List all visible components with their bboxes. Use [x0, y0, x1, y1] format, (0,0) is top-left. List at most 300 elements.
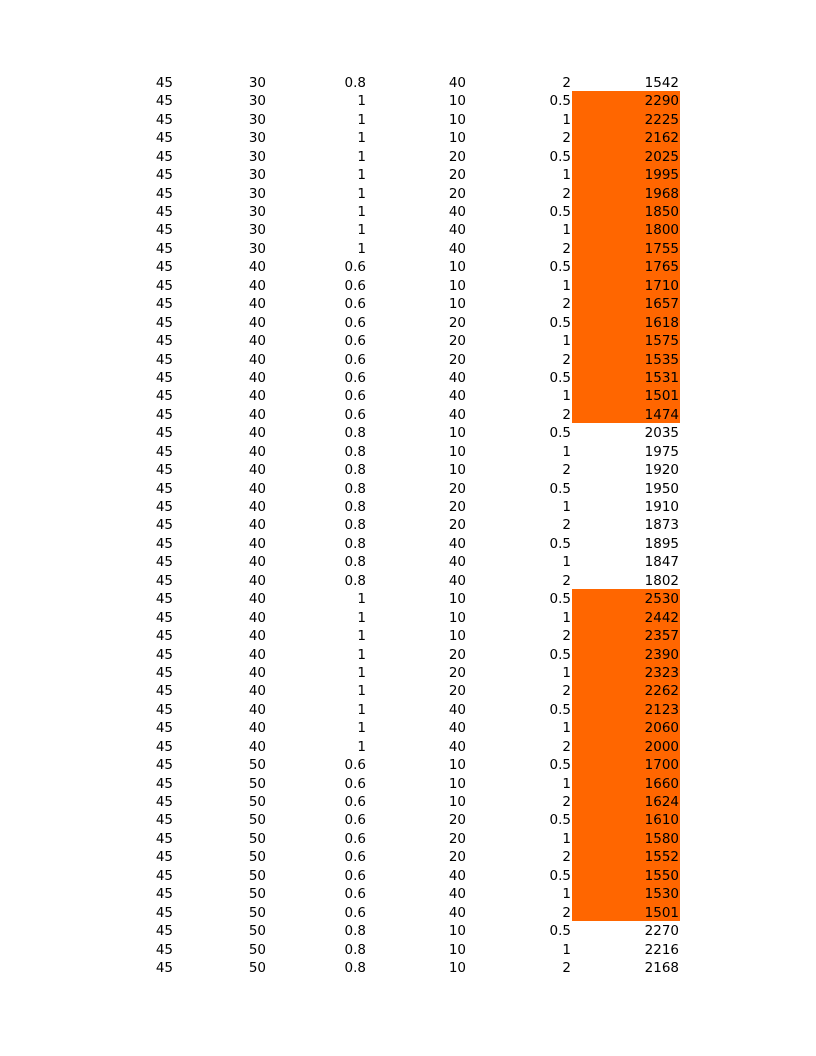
col-c-cell: 0.8: [344, 425, 366, 442]
col-e-cell: 0.5: [549, 591, 571, 608]
col-d-cell: 10: [448, 794, 466, 810]
col-a-cell: 45: [155, 591, 173, 608]
col-c-cell: 1: [357, 683, 366, 700]
col-c-cell: 0.6: [344, 351, 366, 368]
col-a-cell: 45: [155, 222, 173, 239]
result-cell: 1660: [572, 773, 680, 791]
table-row: [104, 312, 680, 330]
col-d-cell: 10: [448, 923, 466, 940]
col-c-cell: 1: [357, 93, 366, 110]
result-cell: 1802: [644, 572, 679, 589]
col-c-cell: 0.6: [344, 333, 366, 350]
col-d-cell: 10: [448, 609, 466, 626]
col-d-cell: 20: [448, 499, 466, 515]
col-d-cell: 20: [448, 830, 466, 847]
table-row: [104, 423, 680, 441]
table-row: [104, 202, 680, 220]
result-cell: 2168: [644, 959, 679, 976]
col-a-cell: 45: [155, 111, 173, 128]
col-d-cell: 40: [448, 535, 466, 552]
result-cell: 1501: [572, 386, 680, 404]
col-e-cell: 0.5: [549, 480, 571, 497]
col-c-cell: 0.8: [344, 554, 366, 571]
col-a-cell: 45: [155, 959, 173, 976]
table-row: [104, 865, 680, 883]
result-cell: 1610: [572, 810, 680, 828]
col-d-cell: 40: [448, 572, 466, 589]
result-cell: 1501: [572, 902, 680, 920]
col-d-cell: 40: [448, 222, 466, 239]
data-table-body: [104, 73, 680, 976]
col-a-cell: 45: [155, 941, 173, 958]
col-b-cell: 30: [248, 222, 266, 239]
col-b-cell: 40: [248, 609, 266, 626]
col-e-cell: 1: [562, 775, 571, 792]
table-row: [104, 165, 680, 183]
col-a-cell: 45: [155, 204, 173, 220]
col-a-cell: 45: [155, 517, 173, 534]
result-cell: 1624: [572, 792, 680, 810]
table-row: [104, 570, 680, 588]
col-e-cell: 1: [562, 830, 571, 847]
col-b-cell: 40: [248, 296, 266, 313]
col-a-cell: 45: [155, 572, 173, 589]
result-cell: 1575: [572, 331, 680, 349]
col-b-cell: 40: [248, 259, 266, 276]
col-a-cell: 45: [155, 664, 173, 681]
result-cell: 2323: [572, 663, 680, 681]
col-e-cell: 1: [562, 554, 571, 571]
col-a-cell: 45: [155, 609, 173, 626]
col-b-cell: 40: [248, 572, 266, 589]
table-row: [104, 958, 680, 976]
table-row: [104, 331, 680, 349]
result-cell: 1873: [644, 517, 679, 534]
col-e-cell: 1: [562, 941, 571, 958]
col-e-cell: 1: [562, 720, 571, 737]
col-e-cell: 0.5: [549, 93, 571, 110]
col-e-cell: 2: [562, 794, 571, 810]
col-c-cell: 0.6: [344, 849, 366, 866]
table-row: [104, 755, 680, 773]
col-b-cell: 30: [248, 240, 266, 257]
result-cell: 1847: [644, 554, 679, 571]
col-a-cell: 45: [155, 720, 173, 737]
col-d-cell: 40: [448, 886, 466, 903]
result-cell: 1474: [572, 404, 680, 422]
col-d-cell: 20: [448, 167, 466, 184]
col-d-cell: 40: [448, 867, 466, 884]
col-d-cell: 10: [448, 591, 466, 608]
col-a-cell: 45: [155, 425, 173, 442]
col-d-cell: 20: [448, 646, 466, 663]
col-c-cell: 1: [357, 204, 366, 220]
col-b-cell: 50: [248, 867, 266, 884]
result-cell: 1755: [572, 238, 680, 256]
col-b-cell: 30: [248, 185, 266, 202]
col-e-cell: 1: [562, 222, 571, 239]
col-b-cell: 40: [248, 628, 266, 645]
col-b-cell: 40: [248, 554, 266, 571]
col-c-cell: 0.6: [344, 775, 366, 792]
col-a-cell: 45: [155, 443, 173, 460]
data-table: [104, 73, 680, 976]
col-c-cell: 0.6: [344, 904, 366, 921]
col-a-cell: 45: [155, 480, 173, 497]
result-cell: 1552: [572, 847, 680, 865]
col-b-cell: 40: [248, 388, 266, 405]
col-c-cell: 0.8: [344, 923, 366, 940]
result-cell: 2035: [644, 425, 679, 442]
col-c-cell: 0.8: [344, 535, 366, 552]
col-c-cell: 1: [357, 720, 366, 737]
result-cell: 1530: [572, 884, 680, 902]
col-d-cell: 10: [448, 941, 466, 958]
col-d-cell: 20: [448, 812, 466, 829]
col-a-cell: 45: [155, 683, 173, 700]
table-row: [104, 349, 680, 367]
col-b-cell: 30: [248, 148, 266, 165]
col-a-cell: 45: [155, 923, 173, 940]
col-d-cell: 20: [448, 683, 466, 700]
col-a-cell: 45: [155, 406, 173, 423]
col-a-cell: 45: [155, 74, 173, 91]
col-c-cell: 0.6: [344, 388, 366, 405]
col-e-cell: 0.5: [549, 425, 571, 442]
col-b-cell: 40: [248, 443, 266, 460]
col-a-cell: 45: [155, 499, 173, 515]
col-b-cell: 50: [248, 904, 266, 921]
table-row: [104, 294, 680, 312]
col-e-cell: 0.5: [549, 923, 571, 940]
col-d-cell: 40: [448, 554, 466, 571]
col-b-cell: 50: [248, 757, 266, 774]
col-d-cell: 10: [448, 296, 466, 313]
col-a-cell: 45: [155, 738, 173, 755]
col-b-cell: 50: [248, 941, 266, 958]
table-row: [104, 828, 680, 846]
col-b-cell: 30: [248, 204, 266, 220]
result-cell: 1995: [572, 165, 680, 183]
col-b-cell: 40: [248, 517, 266, 534]
col-c-cell: 1: [357, 609, 366, 626]
col-b-cell: 40: [248, 646, 266, 663]
col-d-cell: 10: [448, 757, 466, 774]
col-c-cell: 0.8: [344, 517, 366, 534]
col-e-cell: 0.5: [549, 535, 571, 552]
col-c-cell: 0.6: [344, 812, 366, 829]
col-d-cell: 10: [448, 111, 466, 128]
result-cell: 1968: [572, 183, 680, 201]
table-row: [104, 128, 680, 146]
col-c-cell: 1: [357, 167, 366, 184]
table-row: [104, 91, 680, 109]
col-d-cell: 20: [448, 148, 466, 165]
table-row: [104, 441, 680, 459]
col-c-cell: 0.6: [344, 794, 366, 810]
table-row: [104, 699, 680, 717]
table-row: [104, 146, 680, 164]
col-d-cell: 10: [448, 130, 466, 147]
col-b-cell: 40: [248, 425, 266, 442]
col-a-cell: 45: [155, 296, 173, 313]
col-d-cell: 40: [448, 74, 466, 91]
col-e-cell: 2: [562, 185, 571, 202]
result-cell: 1700: [572, 755, 680, 773]
col-a-cell: 45: [155, 775, 173, 792]
col-e-cell: 2: [562, 351, 571, 368]
col-a-cell: 45: [155, 167, 173, 184]
col-e-cell: 2: [562, 683, 571, 700]
col-e-cell: 1: [562, 111, 571, 128]
col-d-cell: 10: [448, 775, 466, 792]
col-c-cell: 1: [357, 646, 366, 663]
table-row: [104, 626, 680, 644]
col-e-cell: 2: [562, 240, 571, 257]
col-a-cell: 45: [155, 259, 173, 276]
col-c-cell: 1: [357, 628, 366, 645]
result-cell: 2123: [572, 699, 680, 717]
col-c-cell: 1: [357, 240, 366, 257]
result-cell: 1535: [572, 349, 680, 367]
col-c-cell: 0.8: [344, 959, 366, 976]
col-b-cell: 40: [248, 535, 266, 552]
result-cell: 2162: [572, 128, 680, 146]
col-c-cell: 0.8: [344, 480, 366, 497]
col-b-cell: 40: [248, 333, 266, 350]
col-b-cell: 40: [248, 591, 266, 608]
col-a-cell: 45: [155, 646, 173, 663]
table-row: [104, 718, 680, 736]
result-cell: 2357: [572, 626, 680, 644]
result-cell: 2025: [572, 146, 680, 164]
col-e-cell: 1: [562, 167, 571, 184]
col-e-cell: 0.5: [549, 259, 571, 276]
col-e-cell: 0.5: [549, 204, 571, 220]
col-b-cell: 40: [248, 701, 266, 718]
table-row: [104, 736, 680, 754]
col-c-cell: 0.8: [344, 74, 366, 91]
result-cell: 1542: [644, 74, 679, 91]
result-cell: 1618: [572, 312, 680, 330]
col-e-cell: 2: [562, 738, 571, 755]
table-row: [104, 275, 680, 293]
table-row: [104, 238, 680, 256]
col-d-cell: 40: [448, 720, 466, 737]
col-d-cell: 10: [448, 93, 466, 110]
col-a-cell: 45: [155, 93, 173, 110]
col-b-cell: 40: [248, 369, 266, 386]
col-d-cell: 40: [448, 240, 466, 257]
col-d-cell: 20: [448, 185, 466, 202]
table-row: [104, 589, 680, 607]
col-e-cell: 0.5: [549, 148, 571, 165]
col-e-cell: 2: [562, 74, 571, 91]
table-row: [104, 515, 680, 533]
col-e-cell: 2: [562, 572, 571, 589]
col-b-cell: 40: [248, 720, 266, 737]
col-e-cell: 1: [562, 333, 571, 350]
result-cell: 1910: [644, 499, 679, 515]
col-c-cell: 0.8: [344, 462, 366, 479]
table-row: [104, 773, 680, 791]
col-d-cell: 40: [448, 738, 466, 755]
col-a-cell: 45: [155, 148, 173, 165]
result-cell: 2270: [644, 923, 679, 940]
table-row: [104, 404, 680, 422]
table-row: [104, 478, 680, 496]
col-c-cell: 1: [357, 738, 366, 755]
result-cell: 2225: [572, 109, 680, 127]
col-a-cell: 45: [155, 277, 173, 294]
col-a-cell: 45: [155, 904, 173, 921]
result-cell: 2442: [572, 607, 680, 625]
col-b-cell: 50: [248, 830, 266, 847]
col-e-cell: 0.5: [549, 757, 571, 774]
table-row: [104, 902, 680, 920]
col-a-cell: 45: [155, 554, 173, 571]
col-d-cell: 20: [448, 314, 466, 331]
table-row: [104, 792, 680, 810]
col-b-cell: 30: [248, 74, 266, 91]
col-e-cell: 2: [562, 959, 571, 976]
col-c-cell: 0.8: [344, 443, 366, 460]
table-row: [104, 644, 680, 662]
result-cell: 1850: [572, 202, 680, 220]
col-e-cell: 2: [562, 517, 571, 534]
result-cell: 1950: [644, 480, 679, 497]
table-row: [104, 533, 680, 551]
col-b-cell: 40: [248, 738, 266, 755]
col-b-cell: 40: [248, 406, 266, 423]
col-c-cell: 0.6: [344, 867, 366, 884]
col-a-cell: 45: [155, 830, 173, 847]
col-d-cell: 20: [448, 351, 466, 368]
col-a-cell: 45: [155, 314, 173, 331]
col-b-cell: 40: [248, 664, 266, 681]
col-e-cell: 2: [562, 406, 571, 423]
col-b-cell: 50: [248, 959, 266, 976]
col-c-cell: 1: [357, 591, 366, 608]
col-c-cell: 0.6: [344, 277, 366, 294]
result-cell: 1531: [572, 368, 680, 386]
table-row: [104, 220, 680, 238]
col-d-cell: 20: [448, 333, 466, 350]
col-a-cell: 45: [155, 628, 173, 645]
col-c-cell: 0.6: [344, 886, 366, 903]
col-c-cell: 0.6: [344, 259, 366, 276]
col-c-cell: 1: [357, 111, 366, 128]
col-c-cell: 0.6: [344, 296, 366, 313]
result-cell: 2390: [572, 644, 680, 662]
col-a-cell: 45: [155, 812, 173, 829]
col-a-cell: 45: [155, 130, 173, 147]
col-a-cell: 45: [155, 185, 173, 202]
col-d-cell: 20: [448, 849, 466, 866]
col-d-cell: 40: [448, 204, 466, 220]
table-row: [104, 884, 680, 902]
col-a-cell: 45: [155, 462, 173, 479]
col-b-cell: 40: [248, 351, 266, 368]
result-cell: 1920: [644, 462, 679, 479]
col-c-cell: 0.6: [344, 369, 366, 386]
col-c-cell: 1: [357, 701, 366, 718]
col-a-cell: 45: [155, 849, 173, 866]
col-a-cell: 45: [155, 240, 173, 257]
col-e-cell: 0.5: [549, 701, 571, 718]
table-row: [104, 386, 680, 404]
col-e-cell: 2: [562, 130, 571, 147]
col-e-cell: 0.5: [549, 646, 571, 663]
result-cell: 2530: [572, 589, 680, 607]
col-e-cell: 2: [562, 628, 571, 645]
col-b-cell: 50: [248, 812, 266, 829]
col-c-cell: 1: [357, 130, 366, 147]
col-d-cell: 40: [448, 369, 466, 386]
table-row: [104, 460, 680, 478]
col-c-cell: 0.6: [344, 830, 366, 847]
result-cell: 1550: [572, 865, 680, 883]
col-e-cell: 2: [562, 849, 571, 866]
col-e-cell: 1: [562, 443, 571, 460]
col-c-cell: 0.8: [344, 572, 366, 589]
col-e-cell: 1: [562, 499, 571, 515]
col-c-cell: 1: [357, 664, 366, 681]
table-row: [104, 257, 680, 275]
col-c-cell: 1: [357, 222, 366, 239]
col-c-cell: 0.8: [344, 941, 366, 958]
col-c-cell: 1: [357, 148, 366, 165]
col-d-cell: 10: [448, 462, 466, 479]
col-b-cell: 40: [248, 462, 266, 479]
col-d-cell: 10: [448, 259, 466, 276]
table-row: [104, 681, 680, 699]
table-row: [104, 109, 680, 127]
col-d-cell: 10: [448, 628, 466, 645]
col-c-cell: 0.6: [344, 757, 366, 774]
table-row: [104, 73, 680, 91]
table-row: [104, 552, 680, 570]
col-a-cell: 45: [155, 388, 173, 405]
col-d-cell: 40: [448, 904, 466, 921]
col-b-cell: 30: [248, 93, 266, 110]
col-e-cell: 1: [562, 277, 571, 294]
table-row: [104, 607, 680, 625]
col-e-cell: 2: [562, 904, 571, 921]
result-cell: 2000: [572, 736, 680, 754]
col-c-cell: 1: [357, 185, 366, 202]
col-e-cell: 1: [562, 664, 571, 681]
col-b-cell: 40: [248, 277, 266, 294]
col-a-cell: 45: [155, 867, 173, 884]
col-b-cell: 50: [248, 794, 266, 810]
col-a-cell: 45: [155, 535, 173, 552]
col-b-cell: 30: [248, 130, 266, 147]
col-b-cell: 50: [248, 923, 266, 940]
col-c-cell: 0.6: [344, 314, 366, 331]
col-a-cell: 45: [155, 333, 173, 350]
result-cell: 2290: [572, 91, 680, 109]
col-e-cell: 0.5: [549, 812, 571, 829]
col-b-cell: 50: [248, 886, 266, 903]
table-row: [104, 921, 680, 939]
col-d-cell: 10: [448, 443, 466, 460]
col-d-cell: 20: [448, 664, 466, 681]
col-a-cell: 45: [155, 794, 173, 810]
col-e-cell: 2: [562, 296, 571, 313]
col-b-cell: 30: [248, 167, 266, 184]
col-b-cell: 40: [248, 314, 266, 331]
